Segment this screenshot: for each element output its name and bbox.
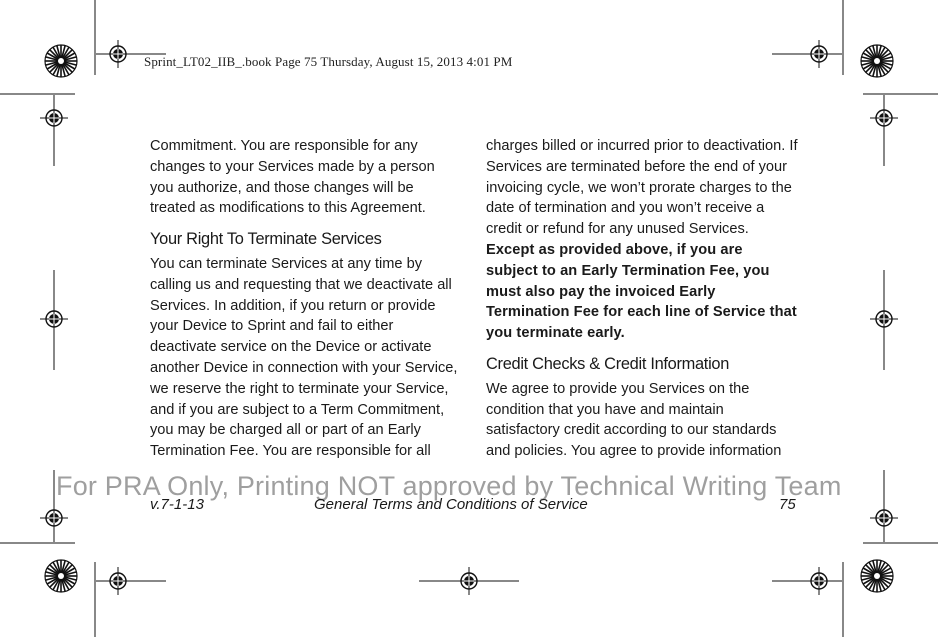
starburst-target-icon: [861, 560, 893, 592]
page-number: 75: [779, 496, 796, 513]
terminate-paragraph: You can terminate Services at any time by calling us and requesting that we deactivate all Services. In addition, if you return or provide your Device to Sprint and fail to either deactivate service on the Device or activate another Device in connection with your Service, we reserve the right to terminate your Service, and if you are subject to a Term Commitment, you may be charged all or part of an Early Termination Fee. You are responsible for all: [150, 255, 458, 460]
registration-mark-icon: [455, 567, 483, 595]
registration-mark-icon: [40, 104, 68, 132]
registration-mark-icon: [104, 40, 132, 68]
left-column: [150, 136, 462, 462]
registration-mark-icon: [40, 305, 68, 333]
registration-mark-icon: [870, 504, 898, 532]
section-heading-terminate: Your Right To Terminate Services: [150, 230, 382, 249]
registration-mark-icon: [870, 305, 898, 333]
early-termination-fee-notice: Except as provided above, if you are subject to an Early Termination Fee, you must also pay the invoiced Early Termination Fee for each line of Service that you terminate early.: [486, 241, 797, 342]
starburst-target-icon: [45, 560, 77, 592]
credit-paragraph: We agree to provide you Services on the condition that you have and maintain satisfactory credit according to our standards and policies. You agree to provide information: [486, 380, 782, 460]
draft-watermark: For PRA Only, Printing NOT approved by Technical Writing Team: [56, 471, 842, 501]
registration-mark-icon: [40, 504, 68, 532]
section-heading-credit: Credit Checks & Credit Information: [486, 354, 730, 373]
starburst-target-icon: [45, 45, 77, 77]
continued-paragraph: charges billed or incurred prior to deactivation. If Services are terminated before the end of your invoicing cycle, we won’t prorate charges to the date of termination and you won’t receive a credit or refund for any unused Services.: [486, 138, 798, 238]
footer-title: General Terms and Conditions of Service: [314, 496, 588, 513]
registration-mark-icon: [805, 567, 833, 595]
registration-mark-icon: [870, 104, 898, 132]
footer-version: v.7-1-13: [150, 496, 204, 513]
intro-paragraph: Commitment. You are responsible for any changes to your Services made by a person you authorize, and those changes will be treated as modifications to this Agreement.: [150, 138, 435, 217]
registration-mark-icon: [805, 40, 833, 68]
book-file-header: Sprint_LT02_IIB_.book Page 75 Thursday, August 15, 2013 4:01 PM: [144, 54, 513, 69]
starburst-target-icon: [861, 45, 893, 77]
right-column: [486, 136, 798, 462]
registration-mark-icon: [104, 567, 132, 595]
